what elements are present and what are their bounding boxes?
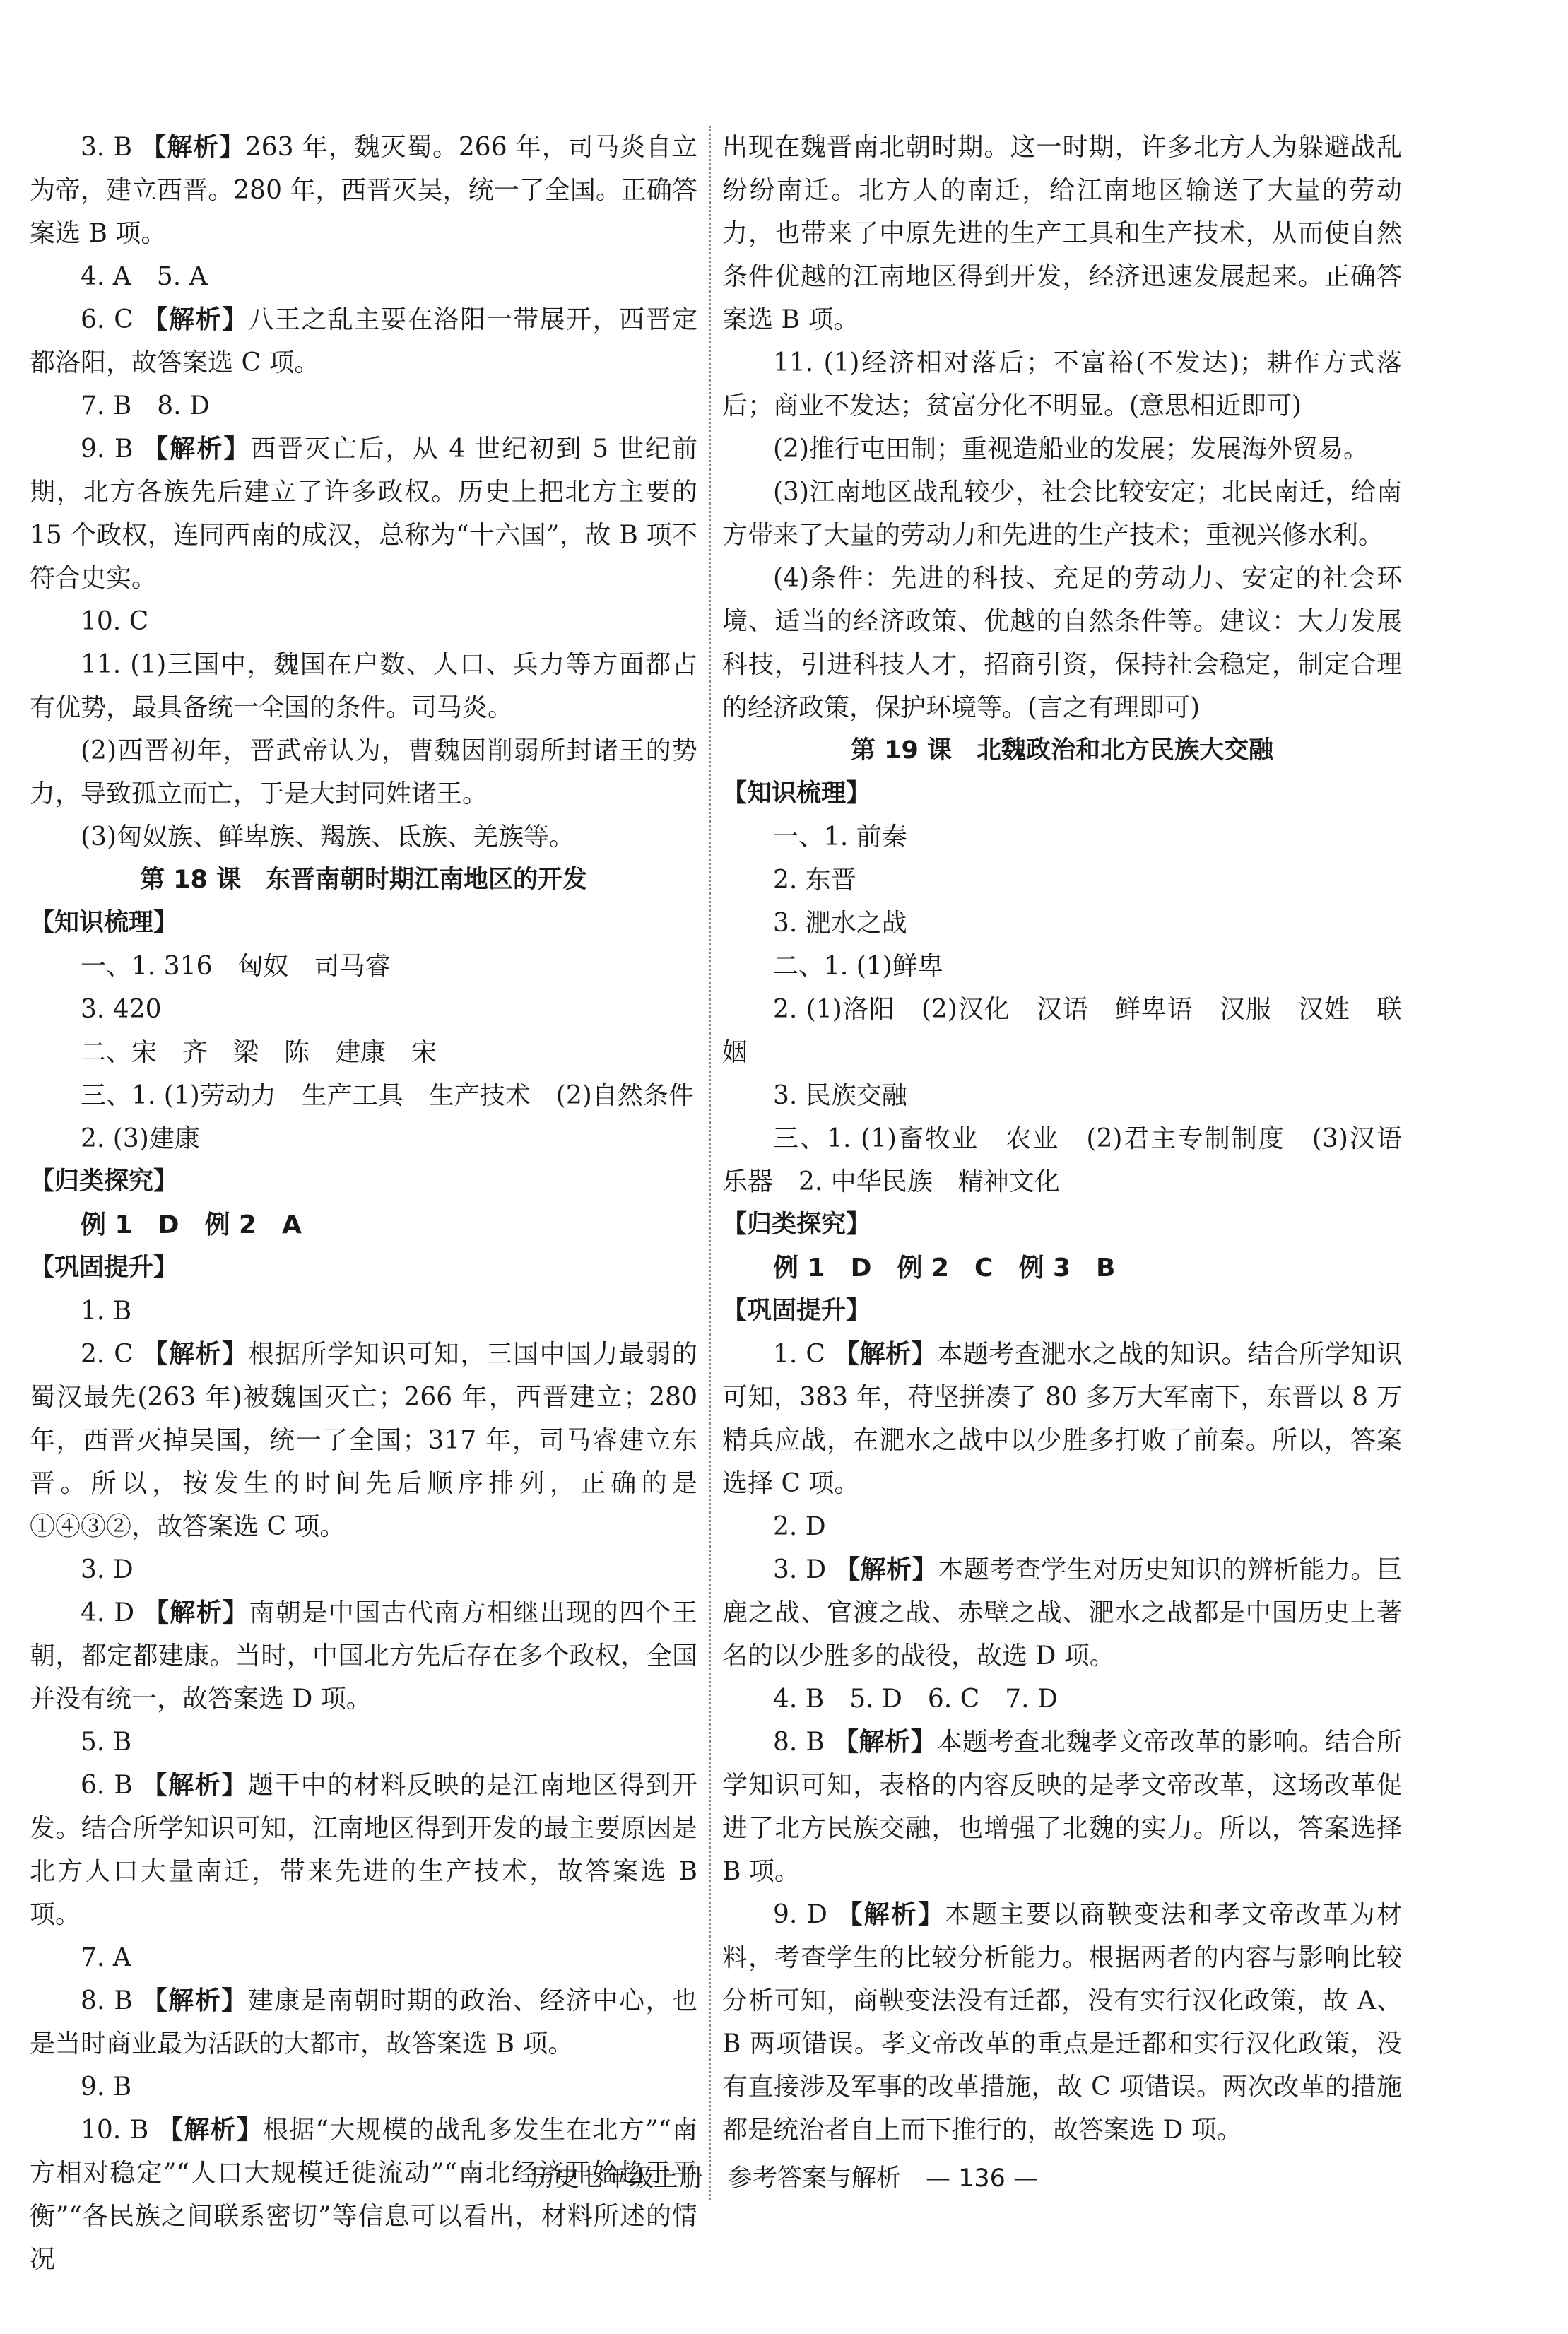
analysis-text: 263 年，魏灭蜀。266 年，司马炎自立为帝，建立西晋。280 年，西晋灭吴，统一了全国。正确答案选 B 项。: [30, 133, 697, 248]
answer-item: [30, 428, 697, 600]
analysis-text: 本题考查学生对历史知识的辨析能力。巨鹿之战、官渡之战、赤壁之战、淝水之战都是中国历史上著名的以少胜多的战役，故选 D 项。: [722, 1555, 1402, 1670]
section-heading: 【归类探究】: [30, 1167, 179, 1196]
answer-item: 2. (1)洛阳 (2)汉化 汉语 鲜卑语 汉服 汉姓 联姻: [722, 995, 1402, 1067]
analysis-label: 【解析】: [141, 133, 245, 162]
answer-number: 9. B: [81, 435, 143, 464]
analysis-text: 题干中的材料反映的是江南地区得到开发。结合所学知识可知，江南地区得到开发的最主要原因是北方人口大量南迁，带来先进的生产技术，故答案选 B 项。: [30, 1771, 697, 1929]
answer-item: 11. (1)三国中，魏国在户数、人口、兵力等方面都占有优势，最具备统一全国的条件。司马炎。: [30, 650, 697, 722]
page-footer: 历史七年级上册 参考答案与解析 — 136 —: [529, 2164, 1039, 2193]
section-heading: 【巩固提升】: [722, 1297, 871, 1325]
analysis-text: 根据“大规模的战乱多发生在北方”“南方相对稳定”“人口大规模迁徙流动”“南北经济开始趋于平衡”“各民族之间联系密切”等信息可以看出，材料所述的情况: [30, 2116, 698, 2274]
answer-item: (2)西晋初年，晋武帝认为，曹魏因削弱所封诸王的势力，导致孤立而亡，于是大封同姓诸王。: [30, 736, 697, 808]
answer-item: 1. B: [81, 1297, 132, 1326]
answer-number: 10. B: [81, 2116, 158, 2145]
answer-item: 7. B 8. D: [81, 391, 210, 420]
answer-item: 3. D: [81, 1555, 134, 1584]
answer-item: (3)江南地区战乱较少，社会比较安定；北民南迁，给南方带来了大量的劳动力和先进的生产技术；重视兴修水利。: [722, 478, 1402, 550]
right-column: [722, 126, 1428, 2152]
analysis-label: 【解析】: [141, 1986, 248, 2015]
analysis-text: 本题考查淝水之战的知识。结合所学知识可知，383 年，苻坚拼凑了 80 多万大军南下，东晋以 8 万精兵应战，在淝水之战中以少胜多打败了前秦。所以，答案选择 C 项。: [722, 1340, 1402, 1498]
analysis-text: 西晋灭亡后，从 4 世纪初到 5 世纪前期，北方各族先后建立了许多政权。历史上把北方主要的 15 个政权，连同西南的成汉，总称为“十六国”，故 B 项不符合史实。: [30, 435, 697, 593]
analysis-label: 【解析】: [832, 1728, 937, 1757]
answer-item: 3. 淝水之战: [773, 909, 907, 938]
example-answers: 例 1 D 例 2 C 例 3 B: [773, 1254, 1116, 1283]
answer-item: [722, 1893, 1402, 2152]
answer-number: 3. B: [81, 133, 141, 162]
answer-item: [30, 1333, 697, 1548]
analysis-label: 【解析】: [835, 1555, 938, 1584]
answer-number: 8. B: [773, 1728, 833, 1757]
answer-item: 2. D: [773, 1512, 826, 1541]
analysis-text: 根据所学知识可知，三国中国力最弱的蜀汉最先(263 年)被魏国灭亡；266 年，西晋建立；280 年，西晋灭掉吴国，统一了全国；317 年，司马睿建立东晋。所以，按发生的时间先后顺序排列，正确的是①④③②，故答案选 C 项。: [30, 1340, 697, 1541]
answer-number: 6. B: [81, 1771, 142, 1800]
answer-item: [30, 298, 697, 384]
answer-number: 6. C: [81, 305, 143, 334]
answer-item: 三、1. (1)劳动力 生产工具 生产技术 (2)自然条件: [81, 1081, 694, 1110]
answer-item: 2. 东晋: [773, 866, 856, 895]
answer-item: 3. 420: [81, 995, 162, 1024]
analysis-text: 南朝是中国古代南方相继出现的四个王朝，都定都建康。当时，中国北方先后存在多个政权，全国并没有统一，故答案选 D 项。: [30, 1598, 697, 1714]
lesson-title: 第 18 课 东晋南朝时期江南地区的开发: [139, 866, 588, 894]
answer-item: 4. A 5. A: [81, 262, 208, 291]
answer-item: 4. B 5. D 6. C 7. D: [773, 1685, 1058, 1714]
answer-number: 3. D: [773, 1555, 835, 1584]
analysis-label: 【解析】: [837, 1900, 945, 1929]
column-divider: [709, 126, 711, 2200]
analysis-label: 【解析】: [142, 1340, 249, 1369]
section-heading: 【知识梳理】: [722, 779, 871, 808]
answer-item: [30, 2109, 697, 2281]
answer-item: [30, 1979, 697, 2065]
answer-number: 9. D: [773, 1900, 837, 1929]
analysis-label: 【解析】: [142, 305, 249, 334]
analysis-label: 【解析】: [143, 435, 251, 464]
lesson-title: 第 19 课 北魏政治和北方民族大交融: [850, 736, 1274, 765]
answer-item: 5. B: [81, 1728, 132, 1757]
answer-item: [722, 1721, 1402, 1893]
section-heading: 【知识梳理】: [30, 909, 179, 937]
answer-number: 4. D: [81, 1598, 143, 1627]
analysis-label: 【解析】: [141, 1771, 248, 1800]
answer-item: 三、1. (1)畜牧业 农业 (2)君主专制制度 (3)汉语 乐器 2. 中华民族 精神文化: [722, 1124, 1428, 1196]
analysis-label: 【解析】: [143, 1598, 249, 1627]
answer-item: [30, 1764, 697, 1936]
analysis-text: 建康是南朝时期的政治、经济中心，也是当时商业最为活跃的大都市，故答案选 B 项。: [30, 1986, 697, 2058]
answer-item: 二、宋 齐 梁 陈 建康 宋: [81, 1038, 437, 1067]
answer-item: 一、1. 前秦: [773, 823, 907, 851]
analysis-label: 【解析】: [833, 1340, 938, 1369]
answer-item: 10. C: [81, 607, 149, 636]
answer-item: [30, 126, 697, 255]
analysis-text: 本题主要以商鞅变法和孝文帝改革为材料，考查学生的比较分析能力。根据两者的内容与影响比较分析可知，商鞅变法没有迁都，没有实行汉化政策，故 A、B 两项错误。孝文帝改革的重点是迁都和实行汉化政策，没有直接涉及军事的改革措施，故 C 项错误。两次改革的措施都是统治者自上而下推行的，故答案选 D 项。: [722, 1900, 1402, 2145]
answer-number: 1. C: [773, 1340, 834, 1369]
analysis-text: 本题考查北魏孝文帝改革的影响。结合所学知识可知，表格的内容反映的是孝文帝改革，这场改革促进了北方民族交融，也增强了北魏的实力。所以，答案选择 B 项。: [722, 1728, 1402, 1886]
answer-item: (3)匈奴族、鲜卑族、羯族、氐族、羌族等。: [81, 823, 574, 851]
answer-item: 二、1. (1)鲜卑: [773, 952, 943, 981]
answer-item: 3. 民族交融: [773, 1081, 907, 1110]
answer-item: 9. B: [81, 2073, 132, 2102]
section-heading: 【巩固提升】: [30, 1254, 179, 1282]
answer-item: (4)条件：先进的科技、充足的劳动力、安定的社会环境、适当的经济政策、优越的自然条件等。建议：大力发展科技，引进科技人才，招商引资，保持社会稳定，制定合理的经济政策，保护环境等。(言之有理即可): [722, 564, 1402, 722]
example-answers: 例 1 D 例 2 A: [81, 1210, 302, 1239]
answer-item: [722, 1333, 1402, 1505]
answer-item: (2)推行屯田制；重视造船业的发展；发展海外贸易。: [773, 435, 1369, 464]
analysis-text: 八王之乱主要在洛阳一带展开，西晋定都洛阳，故答案选 C 项。: [30, 305, 697, 377]
continued-text: 出现在魏晋南北朝时期。这一时期，许多北方人为躲避战乱纷纷南迁。北方人的南迁，给江南地区输送了大量的劳动力，也带来了中原先进的生产工具和生产技术，从而使自然条件优越的江南地区得到开发，经济迅速发展起来。正确答案选 B 项。: [722, 133, 1402, 334]
section-heading: 【归类探究】: [722, 1210, 871, 1239]
answer-item: [722, 1548, 1402, 1678]
left-column: [30, 126, 697, 2281]
answer-item: 11. (1)经济相对落后；不富裕(不发达)；耕作方式落后；商业不发达；贫富分化不明显。(意思相近即可): [722, 348, 1402, 420]
answer-item: 7. A: [81, 1943, 131, 1972]
answer-item: [30, 1591, 697, 1721]
answer-item: 2. (3)建康: [81, 1124, 200, 1153]
answer-number: 8. B: [81, 1986, 142, 2015]
answer-number: 2. C: [81, 1340, 143, 1369]
answer-item: 一、1. 316 匈奴 司马睿: [81, 952, 391, 981]
analysis-label: 【解析】: [158, 2116, 264, 2145]
